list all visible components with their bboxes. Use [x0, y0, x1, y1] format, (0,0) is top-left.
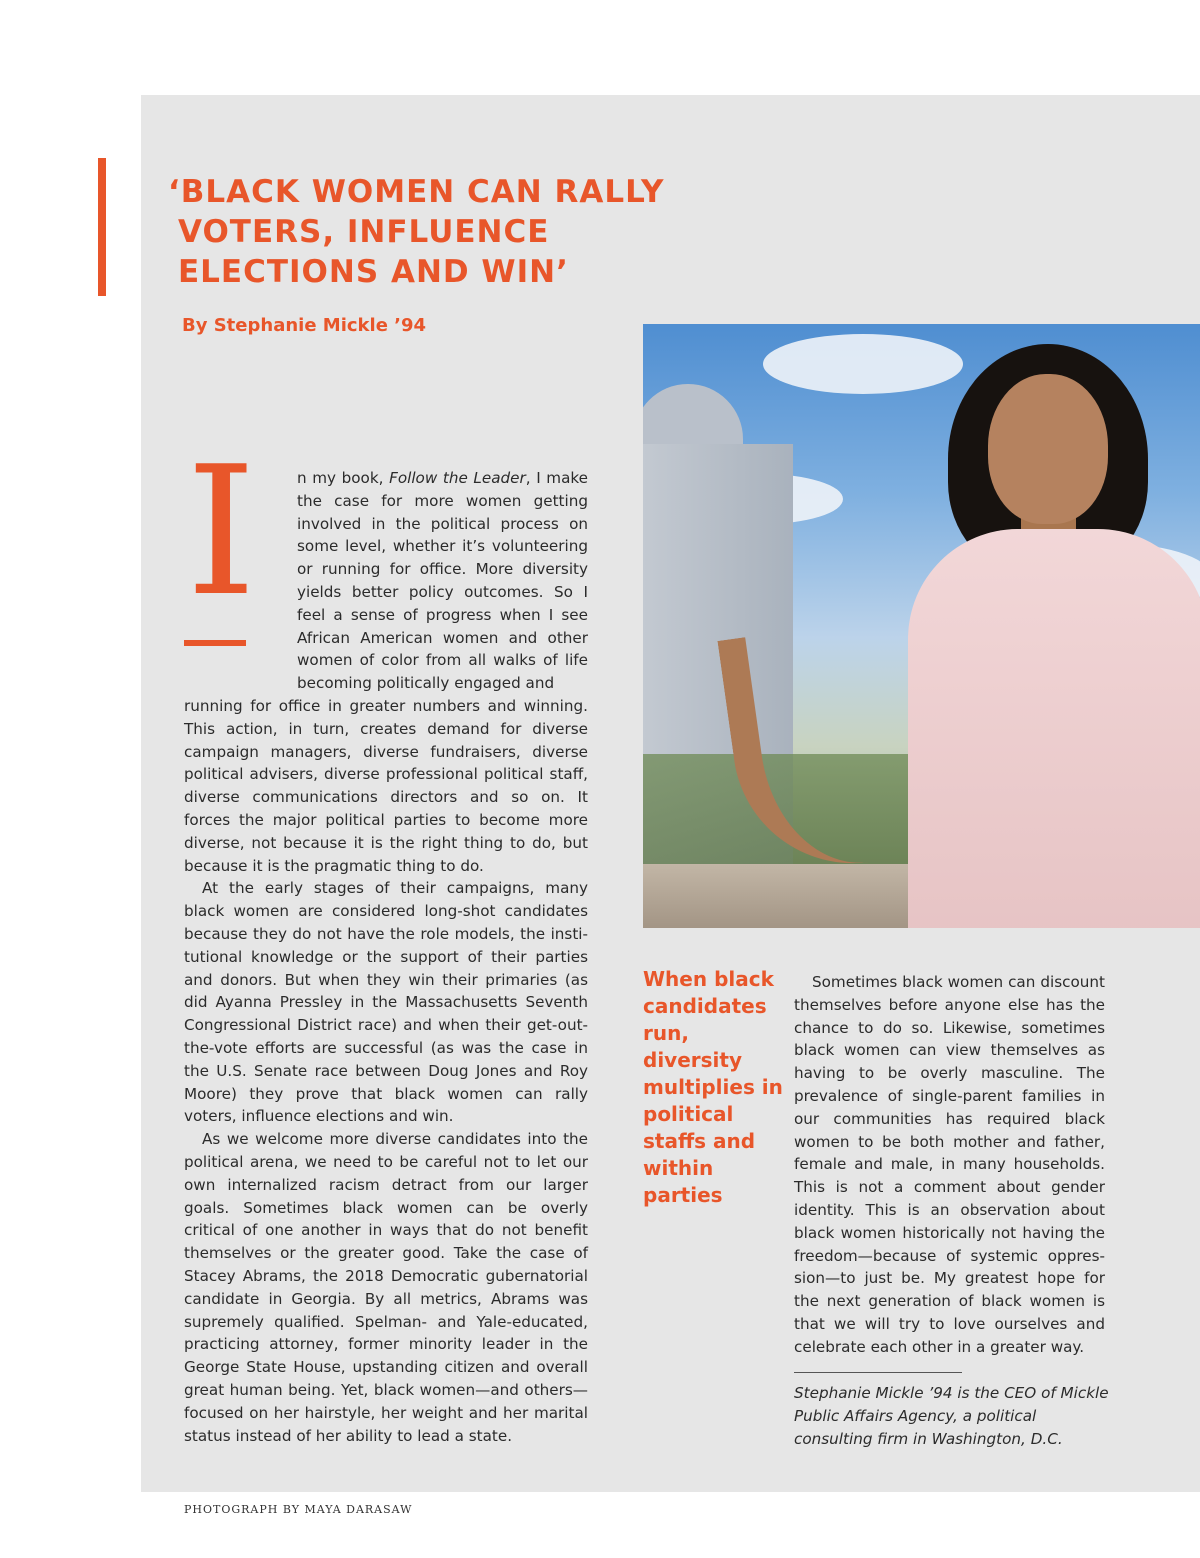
paragraph-2: At the early stages of their campaigns, many black women are considered long-shot candidates because they do not have the role models, the institutional knowledge or the support of their parties and donors. But when they win their primaries (as did Ayanna Pressley in the Massachusetts Seventh Congressional District race) and when their get-out-the-vote efforts are successful (as was the case in the U.S. Senate race between Doug Jones and Roy Moore) they prove that black women can rally voters, influence elections and win. [184, 879, 588, 1126]
photo-credit: PHOTOGRAPH BY MAYA DARASAW [184, 1503, 413, 1516]
pull-quote: When black candidates run, diversity multiplies in political staffs and within parties [643, 967, 783, 1207]
headline-line-2: VOTERS, INFLUENCE [178, 214, 550, 250]
book-title: Follow the Leader [389, 469, 526, 487]
headline-line-3: ELECTIONS AND WIN’ [178, 254, 569, 290]
byline: By Stephanie Mickle ’94 [182, 315, 427, 336]
article-column-1-top [297, 467, 588, 695]
article-column-1 [184, 695, 588, 1447]
paragraph-1-continued: running for office in greater numbers and winning. This action, in turn, creates demand for diverse campaign managers, diverse fundraisers, diverse political advisers, diverse professional political staff, diverse communications directors and so on. It forces the major political parties to become more diverse, not because it is the right thing to do, but because it is the pragmatic thing to do. [184, 697, 588, 875]
drop-cap-rule [184, 640, 246, 646]
headline-line-1: ‘BLACK WOMEN CAN RALLY [168, 174, 665, 210]
headline [168, 172, 668, 292]
author-photo [643, 324, 1200, 928]
headline-accent-bar [98, 158, 106, 296]
paragraph-3: As we welcome more diverse candidates into the political arena, we need to be careful not to let our own internalized racism detract from our larger goals. Sometimes black women can be overly critical of one another in ways that do not benefit themselves or the greater good. Take the case of Stacey Abrams, the 2018 Democratic gubernatorial candidate in Georgia. By all metrics, Abrams was supremely qualified. Spelman- and Yale-educated, practicing attorney, former minority leader in the George State House, upstanding citizen and overall great human being. Yet, black women—and others—focused on her hairstyle, her weight and her marital status instead of her ability to lead a state. [184, 1130, 588, 1445]
drop-cap: I [186, 428, 257, 635]
bio-divider [794, 1372, 962, 1373]
article-column-2 [794, 971, 1105, 1359]
paragraph-4: Sometimes black women can discount themselves before anyone else has the chance to do so. Likewise, sometimes black women can view themselves as having to be overly masculine. The prevalence of single-parent families in our communities has required black women to be both mother and father, female and male, in many households. This is not a comment about gender identity. This is an observation about black women historically not having the freedom—because of systemic oppression—to just be. My greatest hope for the next generation of black women is that we will try to love ourselves and celebrate each other in a greater way. [794, 973, 1105, 1356]
paragraph-1-start: n my book, Follow the Leader, I make the case for more women getting involved in the political process on some level, whether it’s volunteering or running for office. More diversity yields better policy outcomes. So I feel a sense of progress when I see African American women and other women of color from all walks of life becoming politically engaged and [297, 469, 588, 693]
author-bio: Stephanie Mickle ’94 is the CEO of Mickle Public Affairs Agency, a political consulting firm in Washington, D.C. [794, 1384, 1109, 1448]
